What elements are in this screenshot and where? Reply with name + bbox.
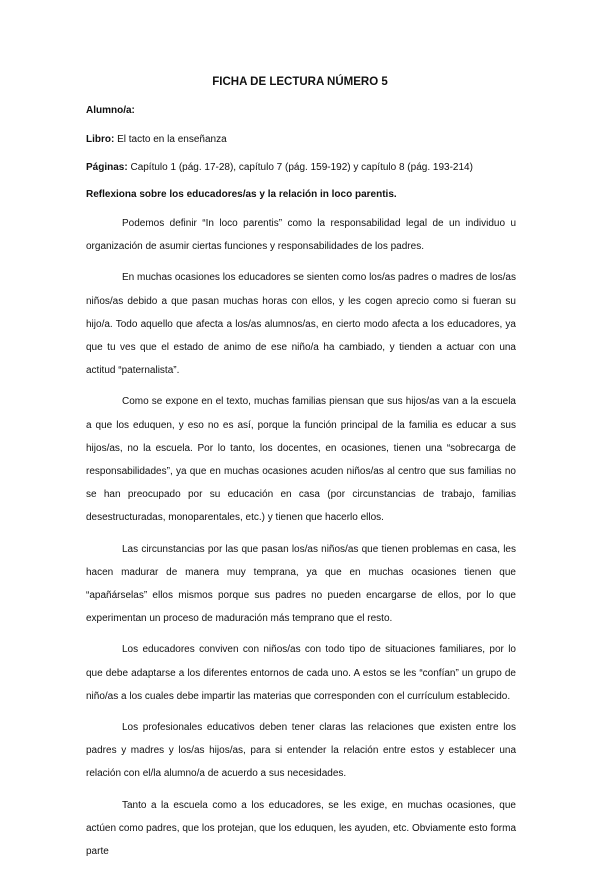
libro-value: El tacto en la enseñanza	[114, 134, 227, 145]
paginas-value: Capítulo 1 (pág. 17-28), capítulo 7 (pág. 159-192) y capítulo 8 (pág. 193-214)	[127, 162, 473, 173]
body-paragraph: Los educadores conviven con niños/as con todo tipo de situaciones familiares, por lo que debe adaptarse a los diferentes entornos de cada uno. A estos se les “confían” un grupo de niño/as a los cuales debe impartir las materias que corresponden con el currículum establecido.	[86, 644, 516, 702]
paginas-field	[86, 161, 473, 175]
alumno-field	[86, 104, 135, 118]
body-paragraph: Las circunstancias por las que pasan los/as niños/as que tienen problemas en casa, les hacen madurar de manera muy temprana, ya que en muchas ocasiones tienen que “apañárselas” ellos mismos porque sus padres no pueden encargarse de ellos, por lo que experimentan un proceso de maduración más temprano que el resto.	[86, 543, 516, 625]
document-body	[86, 212, 516, 871]
body-paragraph: Como se expone en el texto, muchas familias piensan que sus hijos/as van a la escuela a que los eduquen, y eso no es así, porque la función principal de la familia es educar a sus hijos/as, no la escuela. Por lo tanto, los docentes, en ocasiones, tienen una “sobrecarga de responsabilidades”, ya que en muchas ocasiones acuden niños/as al centro que sus familias no se han preocupado por su educación en casa (por circunstancias de trabajo, familias desestructuradas, monoparentales, etc.) y tienen que hacerlo ellos.	[86, 396, 516, 524]
paginas-label: Páginas:	[86, 162, 128, 173]
libro-label: Libro:	[86, 134, 115, 145]
alumno-label: Alumno/a:	[86, 105, 135, 116]
body-paragraph: Podemos definir “In loco parentis” como la responsabilidad legal de un individuo u organización de asumir ciertas funciones y responsabilidades de los padres.	[86, 218, 516, 253]
body-paragraph: Los profesionales educativos deben tener claras las relaciones que existen entre los padres y madres y los/as hijos/as, para si entender la relación entre estos y establecer una relación con el/la alumno/a de acuerdo a sus necesidades.	[86, 722, 516, 780]
libro-field	[86, 133, 227, 147]
document-title: FICHA DE LECTURA NÚMERO 5	[212, 76, 388, 88]
body-paragraph: En muchas ocasiones los educadores se sienten como los/as padres o madres de los/as niños/as debido a que pasan muchas horas con ellos, y les cogen aprecio como si fueran su hijo/a. Todo aquello que afecta a los/as alumnos/as, en cierto modo afecta a los educadores, ya que tu ves que el estado de animo de ese niño/a ha cambiado, y tienden a actuar con una actitud “paternalista”.	[86, 272, 516, 377]
body-paragraph: Tanto a la escuela como a los educadores, se les exige, en muchas ocasiones, que actúen como padres, que los protejan, que los eduquen, les ayuden, etc. Obviamente esto forma parte	[86, 799, 516, 858]
reflection-question: Reflexiona sobre los educadores/as y la relación in loco parentis.	[86, 189, 397, 200]
